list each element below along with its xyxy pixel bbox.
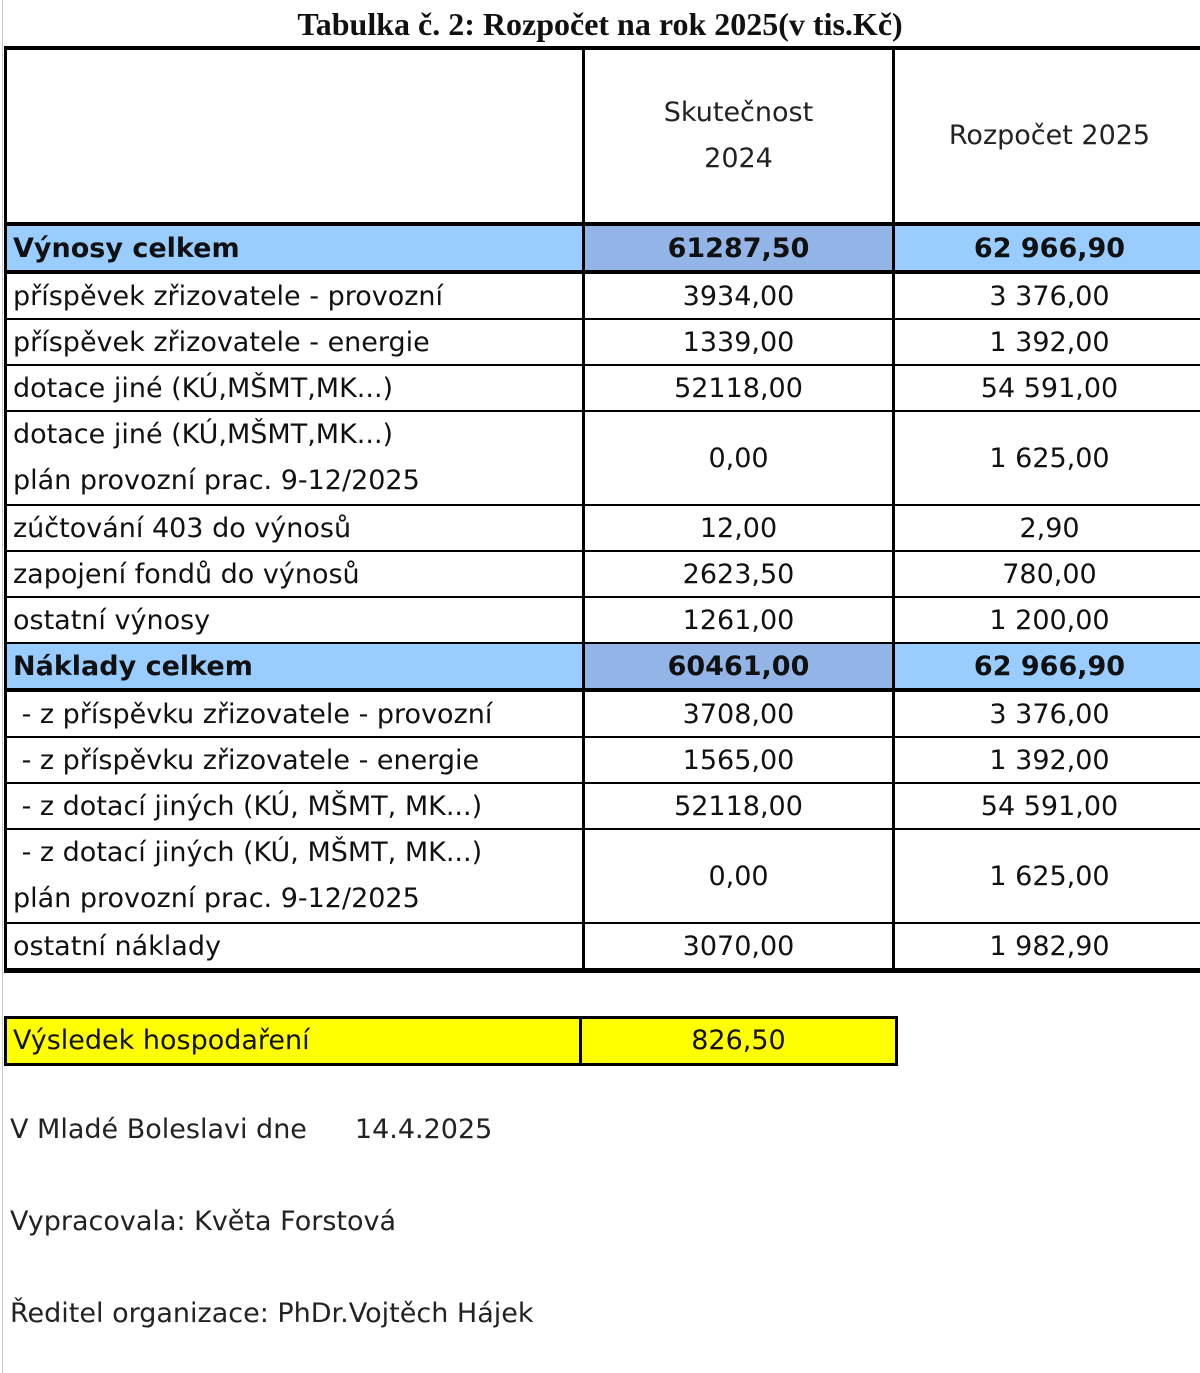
header-actual-line2: 2024: [704, 143, 773, 174]
costs-total-label: Náklady celkem: [6, 643, 584, 690]
row-label: [6, 411, 584, 505]
row-actual: 1339,00: [584, 319, 894, 365]
row-label: příspěvek zřizovatele - provozní: [6, 272, 584, 319]
row-label-line2: plán provozní prac. 9-12/2025: [13, 465, 420, 496]
footer-place: V Mladé Boleslavi dne: [10, 1114, 307, 1145]
table-row: [6, 783, 1200, 829]
table-title: Tabulka č. 2: Rozpočet na rok 2025(v tis.Kč): [297, 6, 903, 42]
row-label-line1: dotace jiné (KÚ,MŠMT,MK...): [13, 419, 394, 450]
row-actual: 0,00: [584, 829, 894, 923]
row-label: - z příspěvku zřizovatele - provozní: [6, 690, 584, 737]
row-budget: 780,00: [894, 551, 1200, 597]
row-budget: 1 625,00: [894, 411, 1200, 505]
costs-total-actual: 60461,00: [584, 643, 894, 690]
result-label: Výsledek hospodaření: [7, 1019, 582, 1063]
header-actual-2024: [584, 48, 894, 224]
row-label-line1: - z dotací jiných (KÚ, MŠMT, MK...): [13, 837, 483, 868]
row-budget: 2,90: [894, 505, 1200, 551]
row-actual: 52118,00: [584, 783, 894, 829]
row-budget: 3 376,00: [894, 272, 1200, 319]
header-row: [6, 48, 1200, 224]
row-budget: 1 982,90: [894, 923, 1200, 971]
row-label: dotace jiné (KÚ,MŠMT,MK...): [6, 365, 584, 411]
table-row: [6, 505, 1200, 551]
table-row: [6, 690, 1200, 737]
row-budget: 1 392,00: [894, 737, 1200, 783]
row-label: - z příspěvku zřizovatele - energie: [6, 737, 584, 783]
table-row: [6, 411, 1200, 505]
table-row: [6, 597, 1200, 643]
footer-prepared-by: Vypracovala: Květa Forstová: [10, 1206, 397, 1237]
row-budget: 1 625,00: [894, 829, 1200, 923]
row-budget: 1 200,00: [894, 597, 1200, 643]
sheet-left-border: [2, 0, 3, 1373]
row-actual: 1565,00: [584, 737, 894, 783]
row-label: zapojení fondů do výnosů: [6, 551, 584, 597]
revenue-total-row: [6, 224, 1200, 272]
row-actual: 52118,00: [584, 365, 894, 411]
row-label: - z dotací jiných (KÚ, MŠMT, MK...): [6, 783, 584, 829]
header-empty-cell: [6, 48, 584, 224]
revenue-total-label: Výnosy celkem: [6, 224, 584, 272]
footer-director: Ředitel organizace: PhDr.Vojtěch Hájek: [10, 1298, 534, 1329]
row-actual: 0,00: [584, 411, 894, 505]
row-budget: 54 591,00: [894, 365, 1200, 411]
table-row: [6, 923, 1200, 971]
table-row: [6, 551, 1200, 597]
row-label: [6, 829, 584, 923]
footer-place-date: [10, 1114, 492, 1145]
budget-table: [4, 46, 1200, 973]
costs-total-row: [6, 643, 1200, 690]
row-label-line2: plán provozní prac. 9-12/2025: [13, 883, 420, 914]
row-label: ostatní náklady: [6, 923, 584, 971]
row-actual: 3070,00: [584, 923, 894, 971]
result-value: 826,50: [691, 1025, 786, 1056]
revenue-total-budget: 62 966,90: [894, 224, 1200, 272]
row-label: ostatní výnosy: [6, 597, 584, 643]
row-actual: 2623,50: [584, 551, 894, 597]
row-actual: 3708,00: [584, 690, 894, 737]
footer-date: 14.4.2025: [354, 1114, 493, 1145]
table-row: [6, 737, 1200, 783]
row-budget: 3 376,00: [894, 690, 1200, 737]
header-budget-2025: [894, 48, 1200, 224]
row-actual: 12,00: [584, 505, 894, 551]
result-box: [4, 1016, 898, 1066]
row-budget: 1 392,00: [894, 319, 1200, 365]
row-label: zúčtování 403 do výnosů: [6, 505, 584, 551]
row-actual: 1261,00: [584, 597, 894, 643]
header-actual-line1: Skutečnost: [663, 97, 814, 128]
row-actual: 3934,00: [584, 272, 894, 319]
header-budget-label: Rozpočet 2025: [948, 120, 1151, 151]
costs-total-budget: 62 966,90: [894, 643, 1200, 690]
table-row: [6, 319, 1200, 365]
row-budget: 54 591,00: [894, 783, 1200, 829]
row-label: příspěvek zřizovatele - energie: [6, 319, 584, 365]
table-row: [6, 365, 1200, 411]
table-row: [6, 272, 1200, 319]
revenue-total-actual: 61287,50: [584, 224, 894, 272]
table-row: [6, 829, 1200, 923]
